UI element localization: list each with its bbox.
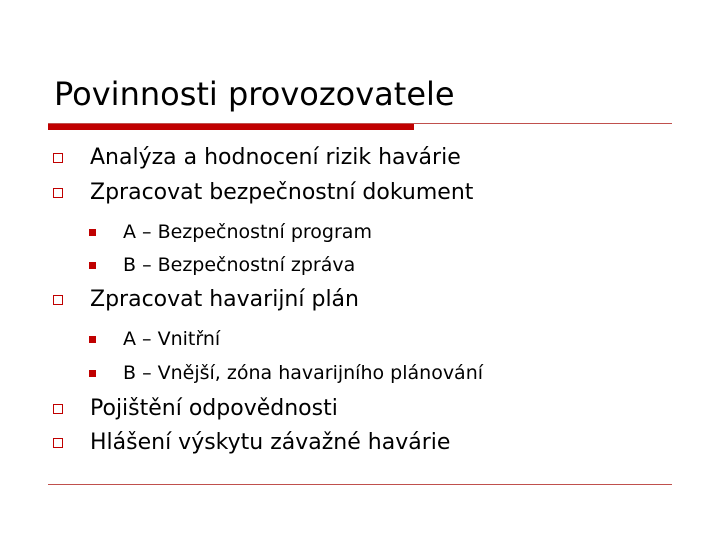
sub-bullet-item <box>123 252 355 278</box>
solid-square-icon <box>89 336 96 343</box>
hollow-square-icon <box>53 188 63 198</box>
solid-square-icon <box>89 229 96 236</box>
slide-title: Povinnosti provozovatele <box>54 75 455 113</box>
solid-square-icon <box>89 370 96 377</box>
sub-bullet-item <box>123 360 483 386</box>
bullet-text: Zpracovat bezpečnostní dokument <box>90 180 474 205</box>
bullet-text: Zpracovat havarijní plán <box>90 287 359 312</box>
sub-bullet-item <box>123 219 372 245</box>
sub-bullet-text: B – Bezpečnostní zpráva <box>123 254 356 276</box>
bullet-item <box>90 285 359 315</box>
bullet-text: Analýza a hodnocení rizik havárie <box>90 145 461 170</box>
bullet-text: Hlášení výskytu závažné havárie <box>90 430 451 455</box>
bullet-text: Pojištění odpovědnosti <box>90 396 338 421</box>
sub-bullet-item <box>123 326 220 352</box>
hollow-square-icon <box>53 438 63 448</box>
hollow-square-icon <box>53 404 63 414</box>
footer-divider-line <box>48 484 672 485</box>
hollow-square-icon <box>53 153 63 163</box>
bullet-item <box>90 428 450 458</box>
bullet-item <box>90 143 461 173</box>
solid-square-icon <box>89 262 96 269</box>
hollow-square-icon <box>53 295 63 305</box>
sub-bullet-text: B – Vnější, zóna havarijního plánování <box>123 362 484 384</box>
sub-bullet-text: A – Bezpečnostní program <box>123 221 372 243</box>
bullet-item <box>90 394 338 424</box>
sub-bullet-text: A – Vnitřní <box>123 328 221 350</box>
bullet-item <box>90 178 473 208</box>
